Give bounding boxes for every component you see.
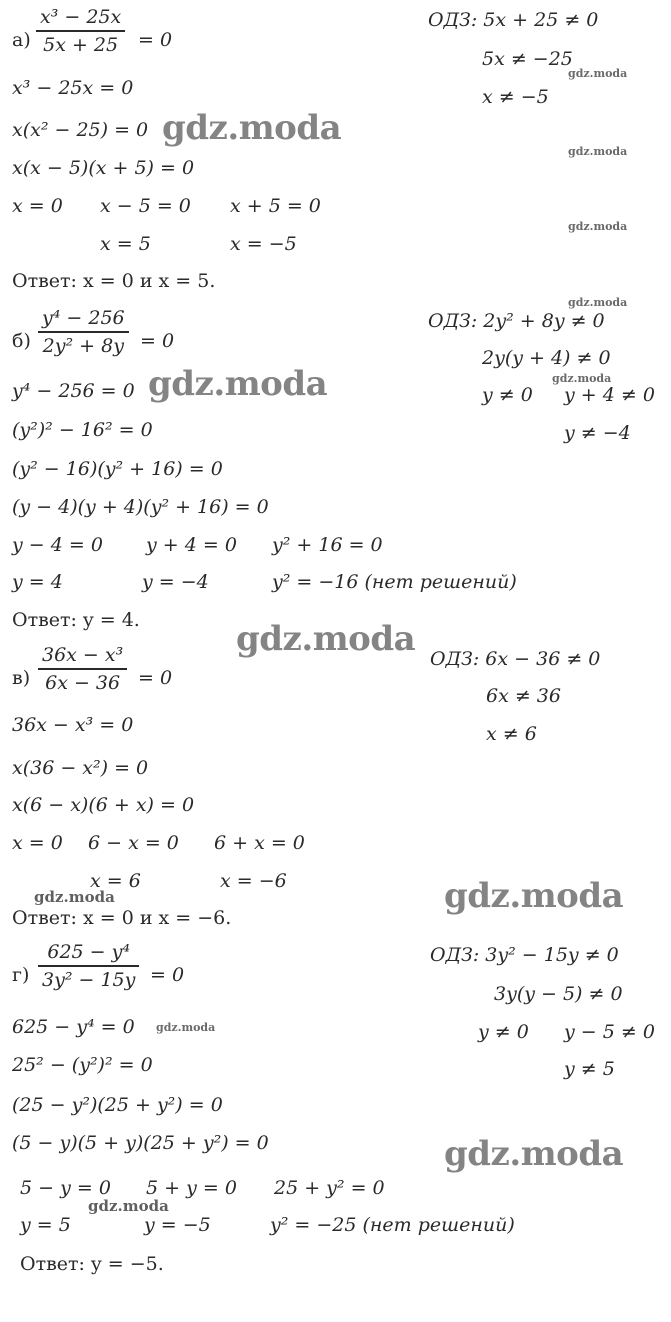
part-a-step-1: x³ − 25x = 0 [12,77,134,99]
watermark-logo: gdz.moda [552,372,612,385]
part-b-step-4: (y − 4)(y + 4)(y² + 16) = 0 [12,496,269,518]
part-g-fraction [38,941,139,991]
part-b-odz-line-2: 2y(y + 4) ≠ 0 [482,347,611,369]
part-g-step-3: (25 − y²)(25 + y²) = 0 [12,1094,223,1116]
part-g-numerator: 625 − y⁴ [47,941,130,963]
part-b-answer: Ответ: y = 4. [12,609,140,631]
part-a-denominator: 5x + 25 [43,33,119,56]
part-a-label: а) [12,29,31,51]
watermark-logo: gdz.moda [34,888,115,906]
part-v-case-2: 6 − x = 0 [88,832,179,854]
part-b-root-1: y = 4 [12,571,63,593]
part-b-odz-line-5: y ≠ −4 [564,422,631,444]
part-b-numerator: y⁴ − 256 [42,307,125,329]
part-a-step-3: x(x − 5)(x + 5) = 0 [12,157,195,179]
part-v-step-2: x(36 − x²) = 0 [12,757,149,779]
part-g-odz-line-4: y − 5 ≠ 0 [564,1021,655,1043]
watermark-logo: gdz.moda [156,1021,216,1034]
part-a-case-3: x + 5 = 0 [230,195,321,217]
part-b-odz-line-4: y + 4 ≠ 0 [564,384,655,406]
part-g-denominator: 3y² − 15y [42,968,136,991]
part-a-answer: Ответ: x = 0 и x = 5. [12,270,216,292]
part-v-step-1: 36x − x³ = 0 [12,714,134,736]
watermark-logo: gdz.moda [444,1134,624,1174]
part-b-case-2: y + 4 = 0 [146,534,237,556]
part-a-step-2: x(x² − 25) = 0 [12,119,149,141]
part-g-case-3: 25 + y² = 0 [274,1177,385,1199]
part-v-odz-line-3: x ≠ 6 [486,723,537,745]
part-v-case-1: x = 0 [12,832,63,854]
part-b-odz-line-3: y ≠ 0 [482,384,533,406]
part-g-root-2: y = −5 [144,1214,211,1236]
part-g-root-3: y² = −25 (нет решений) [270,1214,515,1236]
part-g-odz-line-3: y ≠ 0 [478,1021,529,1043]
watermark-logo: gdz.moda [444,876,624,916]
part-g-step-2: 25² − (y²)² = 0 [12,1054,153,1076]
watermark-logo: gdz.moda [148,364,328,404]
part-v-numerator: 36x − x³ [42,644,124,666]
part-g-odz-line-2: 3y(y − 5) ≠ 0 [494,983,623,1005]
part-b-step-2: (y²)² − 16² = 0 [12,419,153,441]
part-b-step-3: (y² − 16)(y² + 16) = 0 [12,458,223,480]
part-g-answer: Ответ: y = −5. [20,1253,164,1275]
part-b-eq-tail: = 0 [140,330,175,352]
part-a-odz-line-3: x ≠ −5 [482,86,549,108]
part-b-denominator: 2y² + 8y [42,334,124,357]
part-b-root-3: y² = −16 (нет решений) [272,571,517,593]
part-g-step-4: (5 − y)(5 + y)(25 + y²) = 0 [12,1132,269,1154]
part-b-root-2: y = −4 [142,571,209,593]
watermark-logo: gdz.moda [568,220,628,233]
part-g-label: г) [12,964,30,986]
watermark-logo: gdz.moda [88,1197,169,1215]
watermark-logo: gdz.moda [568,145,628,158]
part-g-odz-line-1: ОДЗ: 3y² − 15y ≠ 0 [430,944,619,966]
part-a-odz-line-2: 5x ≠ −25 [482,48,573,70]
part-a-root-1: x = 5 [100,233,151,255]
part-a-case-1: x = 0 [12,195,63,217]
part-a-numerator: x³ − 25x [40,6,122,28]
part-b-case-3: y² + 16 = 0 [272,534,383,556]
watermark-logo: gdz.moda [568,296,628,309]
part-g-root-1: y = 5 [20,1214,71,1236]
part-a-eq-tail: = 0 [138,29,173,51]
part-g-step-1: 625 − y⁴ = 0 [12,1016,135,1038]
part-b-odz-line-1: ОДЗ: 2y² + 8y ≠ 0 [428,310,605,332]
part-g-eq-tail: = 0 [150,964,185,986]
watermark-logo: gdz.moda [568,67,628,80]
part-v-root-2: x = −6 [220,870,287,892]
part-g-odz-line-5: y ≠ 5 [564,1058,615,1080]
part-v-answer: Ответ: x = 0 и x = −6. [12,907,232,929]
part-g-case-2: 5 + y = 0 [146,1177,237,1199]
part-v-odz-line-1: ОДЗ: 6x − 36 ≠ 0 [430,648,601,670]
part-b-step-1: y⁴ − 256 = 0 [12,380,135,402]
part-v-root-1: x = 6 [90,870,141,892]
watermark-logo: gdz.moda [162,108,342,148]
watermark-logo: gdz.moda [236,619,416,659]
part-a-odz-line-1: ОДЗ: 5x + 25 ≠ 0 [428,9,599,31]
part-b-label: б) [12,330,31,352]
part-v-eq-tail: = 0 [138,667,173,689]
part-v-odz-line-2: 6x ≠ 36 [486,685,561,707]
part-g-case-1: 5 − y = 0 [20,1177,111,1199]
part-v-case-3: 6 + x = 0 [214,832,305,854]
part-b-fraction [38,307,129,357]
part-a-fraction [36,6,125,56]
part-a-case-2: x − 5 = 0 [100,195,191,217]
part-v-fraction [38,644,127,694]
part-v-denominator: 6x − 36 [45,671,121,694]
part-a-root-2: x = −5 [230,233,297,255]
part-v-step-3: x(6 − x)(6 + x) = 0 [12,794,195,816]
part-v-label: в) [12,667,31,689]
part-b-case-1: y − 4 = 0 [12,534,103,556]
